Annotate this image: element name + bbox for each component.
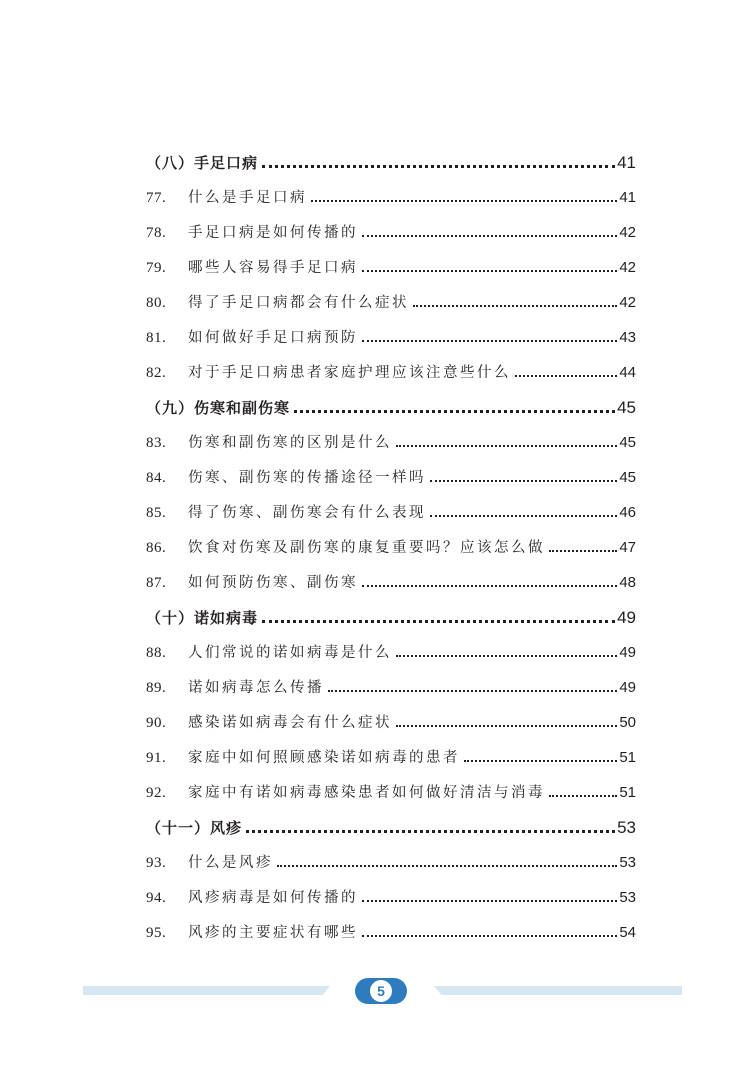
toc-section-row[interactable] — [146, 390, 636, 425]
toc-page-number: 42 — [619, 294, 636, 311]
toc-section-title: （十）诺如病毒 — [146, 609, 259, 627]
toc-page-number: 41 — [617, 153, 636, 172]
toc-entry-number: 85. — [146, 505, 167, 521]
toc-entry-number: 86. — [146, 540, 167, 556]
toc-page-number: 49 — [619, 679, 636, 696]
toc-entry-title: 什么是手足口病 — [188, 190, 307, 206]
toc-leader-dots — [464, 746, 617, 762]
toc-entry-row[interactable] — [146, 740, 636, 775]
toc-entry-number: 83. — [146, 435, 167, 451]
toc-leader-dots — [262, 605, 615, 623]
page-number: 5 — [370, 980, 392, 1002]
toc-leader-dots — [294, 395, 615, 413]
toc-entry-title: 风疹的主要症状有哪些 — [188, 925, 358, 941]
toc-page-number: 49 — [617, 608, 636, 627]
toc-section-row[interactable] — [146, 145, 636, 180]
toc-entry-title: 手足口病是如何传播的 — [188, 225, 358, 241]
toc-entry-number: 90. — [146, 715, 167, 731]
toc-entry-row[interactable] — [146, 845, 636, 880]
toc-entry-number: 92. — [146, 785, 167, 801]
toc-entry-row[interactable] — [146, 530, 636, 565]
toc-entry-number: 80. — [146, 295, 167, 311]
toc-entry-row[interactable] — [146, 565, 636, 600]
toc-entry-title: 人们常说的诺如病毒是什么 — [188, 645, 392, 661]
toc-section-row[interactable] — [146, 810, 636, 845]
toc-leader-dots — [396, 431, 617, 447]
toc-entry-number: 94. — [146, 890, 167, 906]
toc-entry-row[interactable] — [146, 250, 636, 285]
toc-entry-row[interactable] — [146, 705, 636, 740]
toc-page-number: 44 — [619, 364, 636, 381]
toc-page-number: 42 — [619, 224, 636, 241]
toc-section-title: （十一）风疹 — [146, 819, 243, 837]
toc-section-row[interactable] — [146, 600, 636, 635]
toc-entry-number: 78. — [146, 225, 167, 241]
toc-page-number: 48 — [619, 574, 636, 591]
toc-leader-dots — [430, 466, 617, 482]
toc-entry-row[interactable] — [146, 460, 636, 495]
toc-entry-title: 得了手足口病都会有什么症状 — [188, 295, 409, 311]
toc-entry-row[interactable] — [146, 180, 636, 215]
toc-entry-number: 84. — [146, 470, 167, 486]
toc-entry-title: 得了伤寒、副伤寒会有什么表现 — [188, 505, 426, 521]
toc-entry-number: 79. — [146, 260, 167, 276]
toc-page-number: 45 — [619, 434, 636, 451]
toc-entry-title: 感染诺如病毒会有什么症状 — [188, 715, 392, 731]
toc-page-number: 45 — [619, 469, 636, 486]
toc-entry-row[interactable] — [146, 285, 636, 320]
toc-entry-row[interactable] — [146, 635, 636, 670]
toc-entry-number: 82. — [146, 365, 167, 381]
toc-entry-row[interactable] — [146, 775, 636, 810]
toc-leader-dots — [362, 886, 617, 902]
toc-leader-dots — [413, 291, 617, 307]
toc-page-number: 45 — [617, 398, 636, 417]
toc-entry-title: 什么是风疹 — [188, 855, 273, 871]
toc-leader-dots — [262, 150, 615, 168]
toc-entry-title: 对于手足口病患者家庭护理应该注意些什么 — [188, 365, 511, 381]
toc-entry-row[interactable] — [146, 355, 636, 390]
toc-leader-dots — [362, 256, 617, 272]
toc-entry-title: 伤寒、副伤寒的传播途径一样吗 — [188, 470, 426, 486]
toc-leader-dots — [311, 186, 617, 202]
toc-entry-row[interactable] — [146, 495, 636, 530]
toc-page-number: 51 — [619, 784, 636, 801]
toc-entry-title: 伤寒和副伤寒的区别是什么 — [188, 435, 392, 451]
toc-entry-number: 93. — [146, 855, 167, 871]
toc-leader-dots — [549, 536, 617, 552]
toc-entry-number: 77. — [146, 190, 167, 206]
toc-entry-title: 饮食对伤寒及副伤寒的康复重要吗？应该怎么做 — [188, 540, 545, 556]
toc-entry-number: 87. — [146, 575, 167, 591]
toc-entry-title: 如何预防伤寒、副伤寒 — [188, 575, 358, 591]
toc-page-number: 53 — [619, 889, 636, 906]
toc-entry-number: 95. — [146, 925, 167, 941]
toc-entry-number: 88. — [146, 645, 167, 661]
toc-page-number: 53 — [617, 818, 636, 837]
toc-leader-dots — [246, 815, 615, 833]
toc-page-number: 50 — [619, 714, 636, 731]
toc-leader-dots — [277, 851, 617, 867]
toc-entry-row[interactable] — [146, 320, 636, 355]
toc-page-number: 41 — [619, 189, 636, 206]
toc-leader-dots — [328, 676, 617, 692]
toc-leader-dots — [362, 221, 617, 237]
table-of-contents — [146, 145, 636, 950]
toc-leader-dots — [362, 921, 617, 937]
toc-entry-row[interactable] — [146, 425, 636, 460]
toc-leader-dots — [515, 361, 617, 377]
toc-entry-title: 如何做好手足口病预防 — [188, 330, 358, 346]
toc-leader-dots — [430, 501, 617, 517]
toc-entry-title: 哪些人容易得手足口病 — [188, 260, 358, 276]
page-footer — [0, 976, 750, 1016]
toc-page-number: 53 — [619, 854, 636, 871]
toc-entry-title: 家庭中如何照顾感染诺如病毒的患者 — [188, 750, 460, 766]
toc-leader-dots — [396, 711, 617, 727]
toc-section-title: （九）伤寒和副伤寒 — [146, 399, 291, 417]
page-number-badge — [355, 978, 407, 1004]
toc-page-number: 47 — [619, 539, 636, 556]
toc-entry-row[interactable] — [146, 880, 636, 915]
toc-leader-dots — [362, 571, 617, 587]
toc-page-number: 43 — [619, 329, 636, 346]
toc-entry-number: 91. — [146, 750, 167, 766]
footer-bar-left — [83, 986, 330, 995]
toc-entry-row[interactable] — [146, 215, 636, 250]
toc-entry-number: 81. — [146, 330, 167, 346]
toc-leader-dots — [549, 781, 617, 797]
toc-entry-title: 诺如病毒怎么传播 — [188, 680, 324, 696]
toc-page-number: 46 — [619, 504, 636, 521]
toc-section-title: （八）手足口病 — [146, 154, 259, 172]
footer-bar-right — [434, 986, 682, 995]
toc-entry-row[interactable] — [146, 915, 636, 950]
toc-entry-row[interactable] — [146, 670, 636, 705]
toc-page-number: 51 — [619, 749, 636, 766]
toc-entry-title: 家庭中有诺如病毒感染患者如何做好清洁与消毒 — [188, 785, 545, 801]
toc-entry-number: 89. — [146, 680, 167, 696]
toc-entry-title: 风疹病毒是如何传播的 — [188, 890, 358, 906]
toc-page-number: 42 — [619, 259, 636, 276]
toc-page-number: 49 — [619, 644, 636, 661]
toc-page-number: 54 — [619, 924, 636, 941]
toc-leader-dots — [362, 326, 617, 342]
toc-leader-dots — [396, 641, 617, 657]
